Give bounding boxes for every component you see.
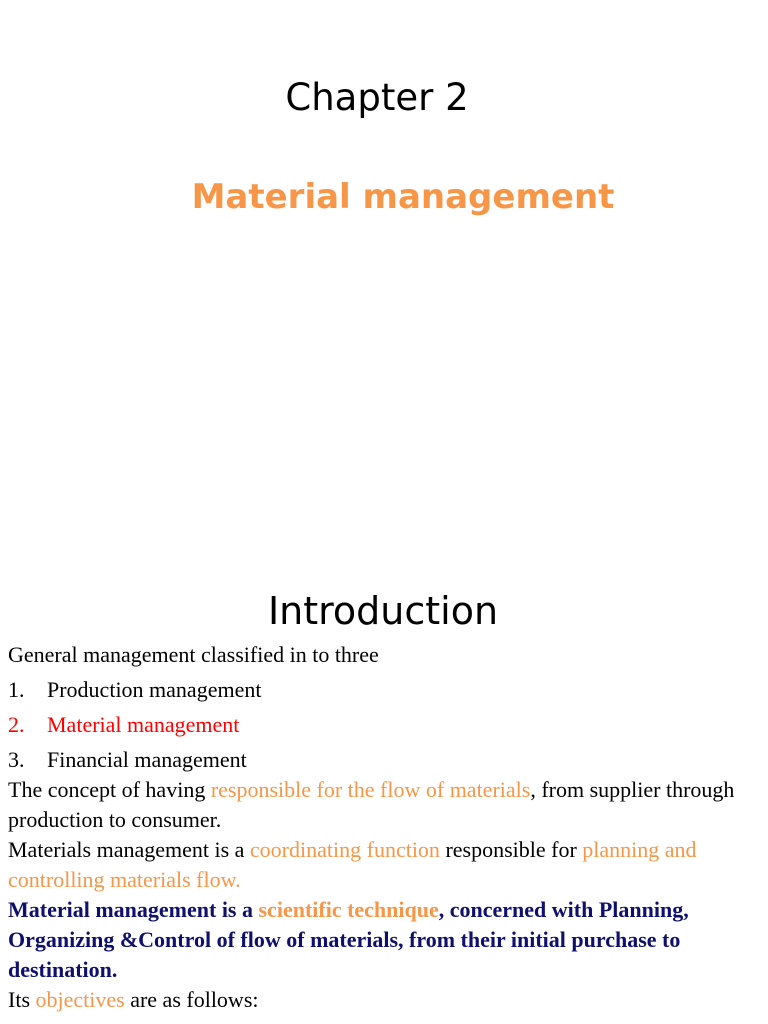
list-text: Production management <box>47 677 262 702</box>
highlight-text: responsible for the flow of materials <box>210 777 531 802</box>
highlight-text: objectives <box>35 987 125 1012</box>
paragraph-flow-concept <box>8 775 753 835</box>
paragraph-objectives <box>8 985 753 1015</box>
text-run: The concept of having <box>8 777 211 802</box>
highlight-text: scientific technique <box>258 897 439 922</box>
list-number: 3. <box>8 747 25 772</box>
introduction-heading: Introduction <box>267 589 499 633</box>
list-item <box>8 675 753 705</box>
text-run: are as follows: <box>124 987 259 1012</box>
list-item-highlighted <box>8 710 753 740</box>
intro-line: General management classified in to three <box>8 642 379 667</box>
text-run: Materials management is a <box>8 837 250 862</box>
text-run: responsible for <box>439 837 583 862</box>
highlight-text: planning and controlling materials flow. <box>8 837 697 892</box>
text-run: , from supplier through production to consumer. <box>8 777 735 832</box>
list-item <box>8 745 753 775</box>
list-text: Financial management <box>47 747 247 772</box>
slide-subtitle: Material management <box>191 177 615 217</box>
paragraph-coordinating-function <box>8 835 753 895</box>
list-text: Material management <box>47 712 240 737</box>
text-run: Its <box>8 987 36 1012</box>
highlight-text: coordinating function <box>249 837 440 862</box>
text-run: , concerned with Planning, Organizing &Control of flow of materials, from their initial purchase to destination. <box>8 897 689 982</box>
paragraph-definition <box>8 895 753 985</box>
list-number: 1. <box>8 677 25 702</box>
chapter-title: Chapter 2 <box>285 76 469 119</box>
text-run: Material management is a <box>8 897 259 922</box>
introduction-body <box>8 640 753 1015</box>
list-number: 2. <box>8 712 25 737</box>
